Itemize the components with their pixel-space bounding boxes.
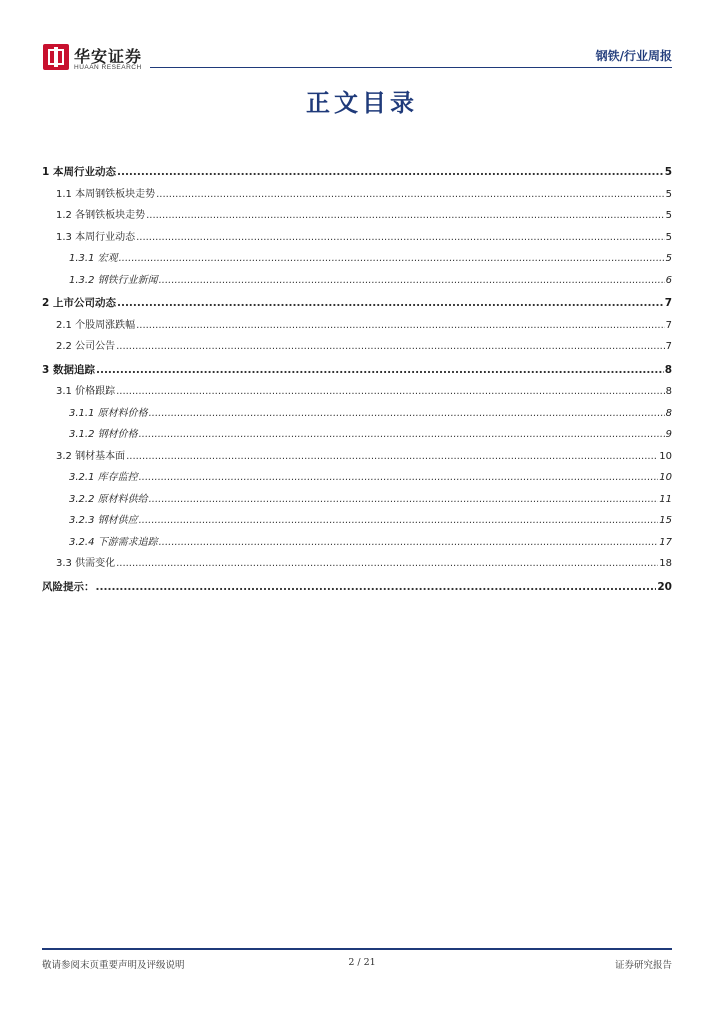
toc-entry[interactable] xyxy=(42,577,672,599)
toc-entry-page: 17 xyxy=(659,536,672,548)
toc-entry-page: 11 xyxy=(659,493,672,505)
toc-entry-page: 5 xyxy=(665,253,672,264)
toc-entry-page: 20 xyxy=(657,580,672,593)
toc-entry-label: 3.2 钢材基本面 xyxy=(56,450,126,462)
footer-divider xyxy=(42,948,672,950)
toc-entry[interactable] xyxy=(42,184,672,206)
brand-name: 华安证券 xyxy=(74,47,143,66)
toc-leader-dots xyxy=(117,293,664,315)
toc-entry-page: 8 xyxy=(665,386,672,397)
toc-leader-dots xyxy=(139,467,659,489)
toc-entry[interactable] xyxy=(42,381,672,403)
toc-leader-dots xyxy=(149,489,659,511)
toc-entry[interactable] xyxy=(42,248,672,270)
toc-leader-dots xyxy=(149,403,665,425)
toc-entry-page: 7 xyxy=(664,297,672,309)
toc-entry-label: 1.3 本周行业动态 xyxy=(56,231,136,243)
toc-leader-dots xyxy=(159,532,659,554)
toc-leader-dots xyxy=(117,162,664,184)
header-divider xyxy=(150,67,672,68)
toc-entry-label: 1.3.1 宏观 xyxy=(69,253,118,264)
toc-entry[interactable] xyxy=(42,162,672,184)
toc-entry-page: 18 xyxy=(659,558,672,569)
toc-entry-label: 1.2 各钢铁板块走势 xyxy=(56,210,146,221)
toc-entry-label: 3.2.1 库存监控 xyxy=(69,472,138,483)
toc-entry[interactable] xyxy=(42,467,672,489)
toc-leader-dots xyxy=(126,446,658,468)
toc-leader-dots xyxy=(156,184,665,206)
toc-entry-page: 6 xyxy=(665,274,672,286)
toc-entry[interactable] xyxy=(42,205,672,227)
brand-name-english: HUAAN RESEARCH xyxy=(74,64,142,71)
toc-entry[interactable] xyxy=(42,270,672,292)
toc-leader-dots xyxy=(136,227,665,249)
toc-entry-label: 3.2.4 下游需求追踪 xyxy=(69,536,158,548)
toc-entry[interactable] xyxy=(42,424,672,446)
toc-leader-dots xyxy=(116,553,658,575)
toc-entry[interactable] xyxy=(42,553,672,575)
toc-entry-label: 3.3 供需变化 xyxy=(56,558,116,569)
footer-disclaimer: 敬请参阅末页重要声明及评级说明 xyxy=(42,960,185,971)
toc-entry-page: 15 xyxy=(659,515,672,526)
toc-leader-dots xyxy=(159,270,665,292)
toc-leader-dots xyxy=(139,510,659,532)
toc-leader-dots xyxy=(139,424,665,446)
toc-entry-label: 2.1 个股周涨跌幅 xyxy=(56,319,136,331)
toc-entry-page: 5 xyxy=(665,210,672,221)
toc-entry-label: 1.1 本周钢铁板块走势 xyxy=(56,188,156,200)
toc-entry-label: 3.2.2 原材料供给 xyxy=(69,493,148,505)
toc-entry-label: 1 本周行业动态 xyxy=(42,166,116,178)
toc-entry-label: 3.1 价格跟踪 xyxy=(56,386,116,397)
toc-entry-page: 5 xyxy=(665,188,672,200)
page-indicator: 2 / 21 xyxy=(348,957,376,968)
toc-entry-label: 1.3.2 钢铁行业新闻 xyxy=(69,274,158,286)
toc-entry[interactable] xyxy=(42,403,672,425)
toc-entry-page: 5 xyxy=(664,166,672,178)
toc-entry[interactable] xyxy=(42,489,672,511)
toc-entry-label: 3.1.2 钢材价格 xyxy=(69,429,138,440)
toc-entry-label: 2 上市公司动态 xyxy=(42,297,116,309)
toc-entry[interactable] xyxy=(42,360,672,382)
page-title: 正文目录 xyxy=(306,89,418,117)
toc-entry-page: 7 xyxy=(665,341,672,352)
toc-entry[interactable] xyxy=(42,293,672,315)
toc-entry-page: 8 xyxy=(665,407,672,419)
toc-entry-label: 风险提示： xyxy=(42,580,95,593)
toc-leader-dots xyxy=(119,248,665,270)
toc-leader-dots xyxy=(96,577,657,599)
table-of-contents xyxy=(42,160,672,598)
toc-entry[interactable] xyxy=(42,446,672,468)
toc-entry[interactable] xyxy=(42,532,672,554)
toc-entry-page: 9 xyxy=(665,429,672,440)
toc-entry-page: 5 xyxy=(665,231,672,243)
report-type: 钢铁/行业周报 xyxy=(595,49,672,63)
toc-entry[interactable] xyxy=(42,510,672,532)
toc-leader-dots xyxy=(116,336,665,358)
brand-logo-icon xyxy=(43,44,69,70)
toc-entry[interactable] xyxy=(42,315,672,337)
toc-leader-dots xyxy=(146,205,665,227)
toc-entry[interactable] xyxy=(42,227,672,249)
toc-entry-label: 3 数据追踪 xyxy=(42,363,95,376)
toc-entry-page: 10 xyxy=(659,450,672,462)
toc-entry-label: 3.1.1 原材料价格 xyxy=(69,407,148,419)
toc-entry-page: 8 xyxy=(664,363,672,376)
footer-report-label: 证券研究报告 xyxy=(614,960,672,971)
toc-entry-page: 7 xyxy=(665,319,672,331)
toc-entry-page: 10 xyxy=(659,472,672,483)
toc-leader-dots xyxy=(116,381,665,403)
toc-leader-dots xyxy=(136,315,665,337)
toc-entry[interactable] xyxy=(42,336,672,358)
toc-entry-label: 3.2.3 钢材供应 xyxy=(69,515,138,526)
toc-leader-dots xyxy=(96,360,664,382)
toc-entry-label: 2.2 公司公告 xyxy=(56,341,116,352)
